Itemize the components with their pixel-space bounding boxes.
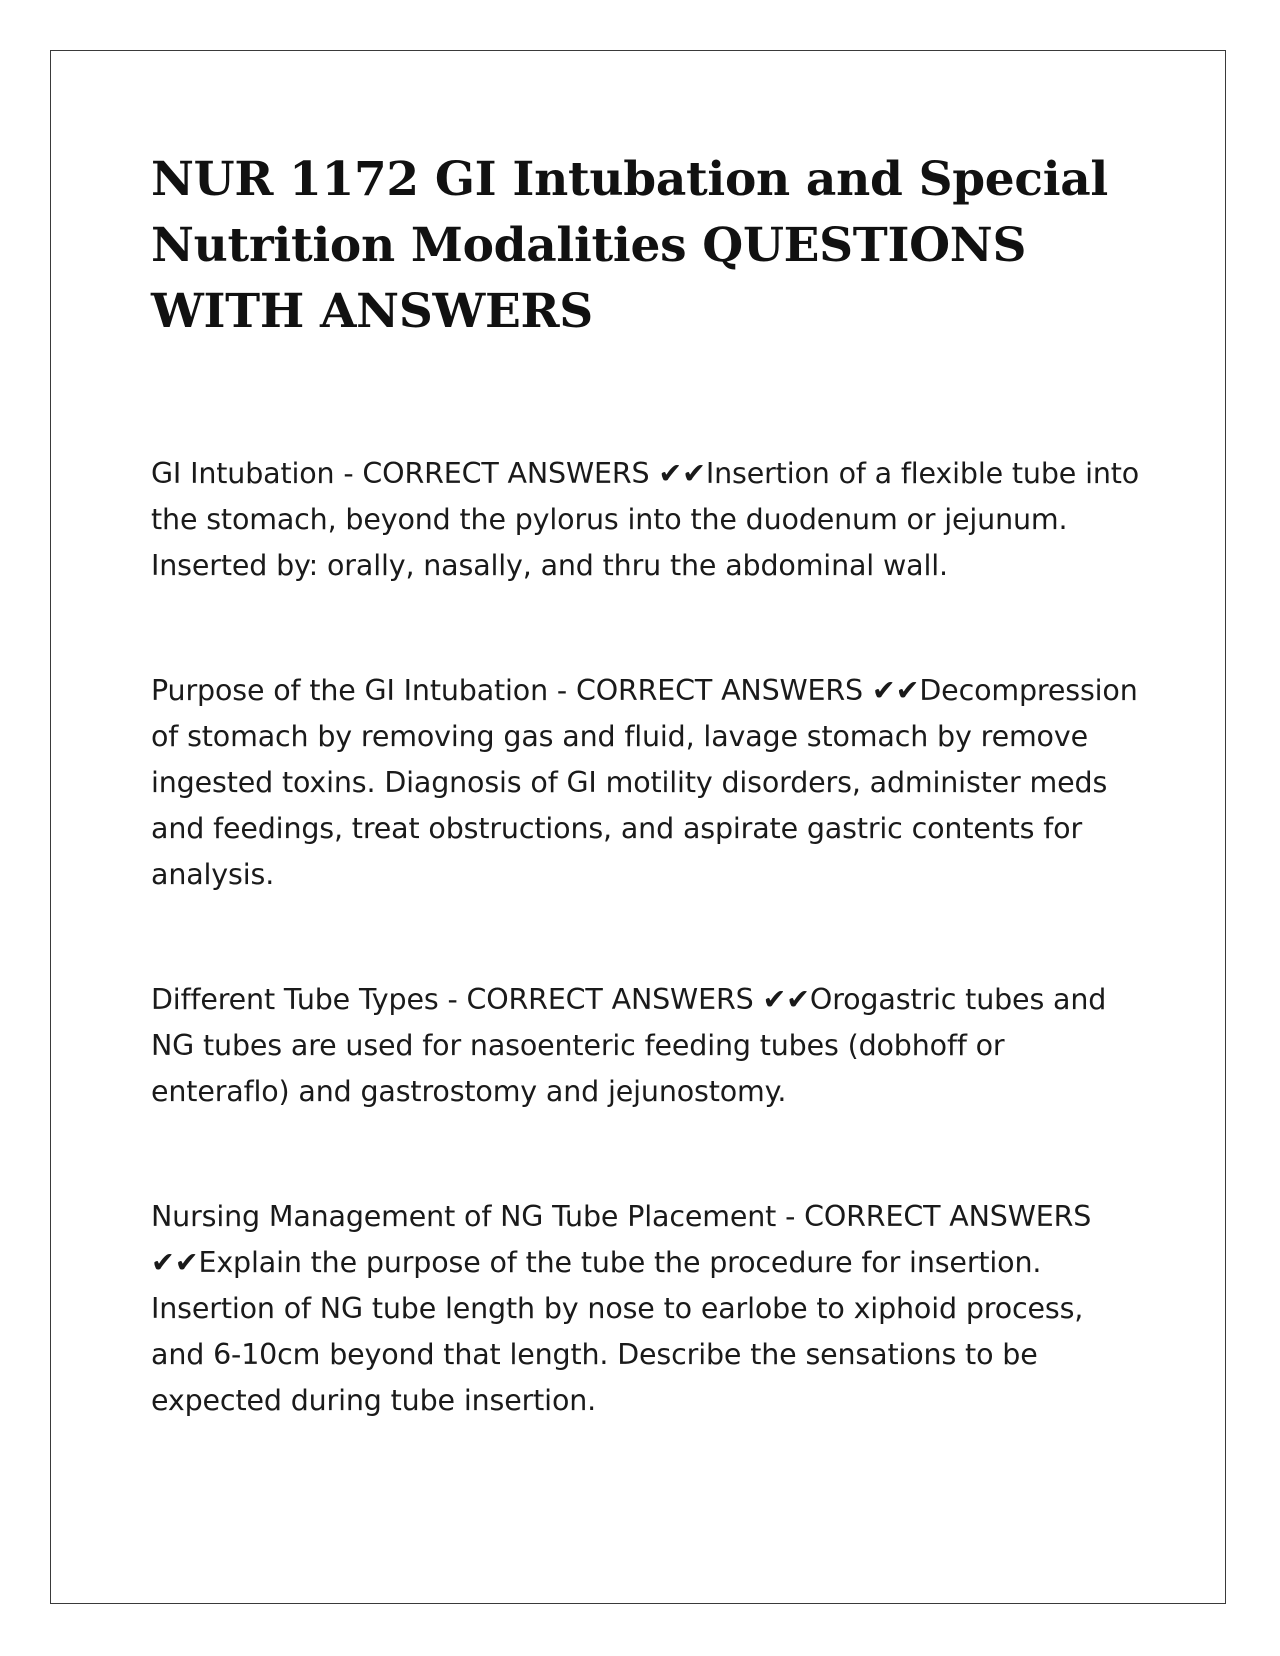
- double-check-icon: ✔✔: [151, 1246, 199, 1279]
- qa-item-gi-intubation: [151, 451, 1141, 589]
- qa-item-purpose: [151, 668, 1141, 898]
- answer-text: Decompression of stomach by removing gas and fluid, lavage stomach by remove ingested toxins. Diagnosis of GI motility disorders, administer meds and feedings, treat obstructions, and aspirate gastric contents for analysis.: [151, 674, 1138, 891]
- question-text: Nursing Management of NG Tube Placement: [151, 1200, 777, 1233]
- answer-separator: - CORRECT ANSWERS: [438, 983, 763, 1016]
- answer-separator: - CORRECT ANSWERS: [334, 457, 659, 490]
- question-text: GI Intubation: [151, 457, 335, 490]
- double-check-icon: ✔✔: [762, 983, 810, 1016]
- document-body: [151, 147, 1141, 1503]
- qa-item-tube-types: [151, 977, 1141, 1115]
- double-check-icon: ✔✔: [658, 457, 706, 490]
- answer-text: Insertion of a flexible tube into the stomach, beyond the pylorus into the duodenum or jejunum. Inserted by: orally, nasally, and thru the abdominal wall.: [151, 457, 1140, 582]
- document-title: NUR 1172 GI Intubation and Special Nutrition Modalities QUESTIONS WITH ANSWERS: [151, 152, 1108, 339]
- answer-text: Explain the purpose of the tube the procedure for insertion. Insertion of NG tube length by nose to earlobe to xiphoid process, and 6-10cm beyond that length. Describe the sensations to be expected during tube insertion.: [151, 1246, 1084, 1417]
- answer-text: Orogastric tubes and NG tubes are used for nasoenteric feeding tubes (dobhoff or enteraflo) and gastrostomy and jejunostomy.: [151, 983, 1107, 1108]
- qa-item-nursing-management: [151, 1194, 1141, 1424]
- answer-separator: - CORRECT ANSWERS: [776, 1200, 1092, 1233]
- question-text: Purpose of the GI Intubation: [151, 674, 548, 707]
- question-text: Different Tube Types: [151, 983, 439, 1016]
- double-check-icon: ✔✔: [871, 674, 920, 707]
- answer-separator: - CORRECT ANSWERS: [548, 674, 872, 707]
- qa-list: [151, 451, 1141, 1424]
